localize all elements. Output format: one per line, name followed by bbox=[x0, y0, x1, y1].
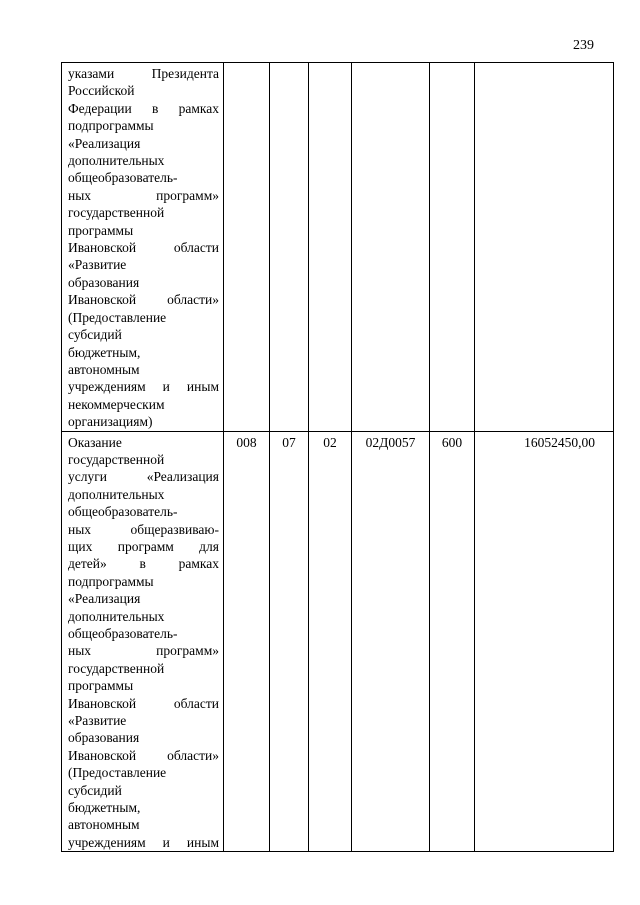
cell-target-article: 02Д0057 bbox=[352, 431, 430, 852]
description-line: «Развитие bbox=[68, 257, 127, 273]
description-line: Ивановской области bbox=[68, 695, 219, 711]
description-line: общеобразователь- bbox=[68, 504, 178, 520]
description-line: Ивановской области bbox=[68, 240, 219, 256]
description-line: бюджетным, bbox=[68, 800, 141, 816]
description-line: дополнительных bbox=[68, 608, 165, 624]
cell-amount: 16052450,00 bbox=[475, 431, 614, 852]
cell-section: 07 bbox=[270, 431, 309, 852]
description-line: подпрограммы bbox=[68, 573, 154, 589]
description-line: ных программ» bbox=[68, 643, 219, 659]
description-line: Оказание bbox=[68, 434, 122, 450]
description-line: «Реализация bbox=[68, 591, 141, 607]
description-line: государственной bbox=[68, 451, 165, 467]
description-line: учреждениям и иным bbox=[68, 834, 219, 850]
description-line: ных программ» bbox=[68, 187, 219, 203]
description-line: организациям) bbox=[68, 414, 153, 430]
description-line: (Предоставление bbox=[68, 765, 167, 781]
description-line: ных общеразвиваю- bbox=[68, 521, 219, 537]
description-line: подпрограммы bbox=[68, 118, 154, 134]
cell-target-article bbox=[352, 63, 430, 432]
description-line: бюджетным, bbox=[68, 344, 141, 360]
page-number: 239 bbox=[573, 38, 594, 53]
description-line: программы bbox=[68, 678, 134, 694]
cell-admin-code bbox=[224, 63, 270, 432]
cell-amount bbox=[475, 63, 614, 432]
table-row bbox=[62, 431, 614, 852]
description-line: субсидий bbox=[68, 327, 122, 343]
cell-subsection bbox=[309, 63, 352, 432]
description-line: щих программ для bbox=[68, 538, 219, 554]
description-line: субсидий bbox=[68, 782, 122, 798]
budget-table bbox=[61, 62, 614, 852]
description-line: «Реализация bbox=[68, 135, 141, 151]
description-line: некоммерческим bbox=[68, 396, 165, 412]
description-line: указами Президента bbox=[68, 66, 219, 81]
description-line: образования bbox=[68, 274, 140, 290]
cell-subsection: 02 bbox=[309, 431, 352, 852]
cell-section bbox=[270, 63, 309, 432]
row-description-cell bbox=[62, 431, 224, 852]
description-line: автономным bbox=[68, 361, 140, 377]
description-line: (Предоставление bbox=[68, 309, 167, 325]
description-line: «Развитие bbox=[68, 713, 127, 729]
description-line: общеобразователь- bbox=[68, 626, 178, 641]
description-line: государственной bbox=[68, 660, 165, 676]
description-line: Российской bbox=[68, 83, 135, 99]
description-line: государственной bbox=[68, 205, 165, 221]
table-row bbox=[62, 63, 614, 432]
row-description-cell bbox=[62, 63, 224, 432]
description-line: Ивановской области» bbox=[68, 747, 219, 763]
description-line: Ивановской области» bbox=[68, 292, 219, 308]
description-line: детей» в рамках bbox=[68, 556, 219, 572]
cell-admin-code: 008 bbox=[224, 431, 270, 852]
description-line: программы bbox=[68, 222, 134, 238]
description-line: общеобразователь- bbox=[68, 170, 178, 186]
description-line: автономным bbox=[68, 817, 140, 833]
description-line: Федерации в рамках bbox=[68, 100, 219, 116]
description-line: услуги «Реализация bbox=[68, 469, 219, 485]
description-line: дополнительных bbox=[68, 486, 165, 502]
cell-expense-type: 600 bbox=[430, 431, 475, 852]
description-line: дополнительных bbox=[68, 153, 165, 169]
description-line: образования bbox=[68, 730, 140, 746]
cell-expense-type bbox=[430, 63, 475, 432]
description-line: учреждениям и иным bbox=[68, 379, 219, 395]
